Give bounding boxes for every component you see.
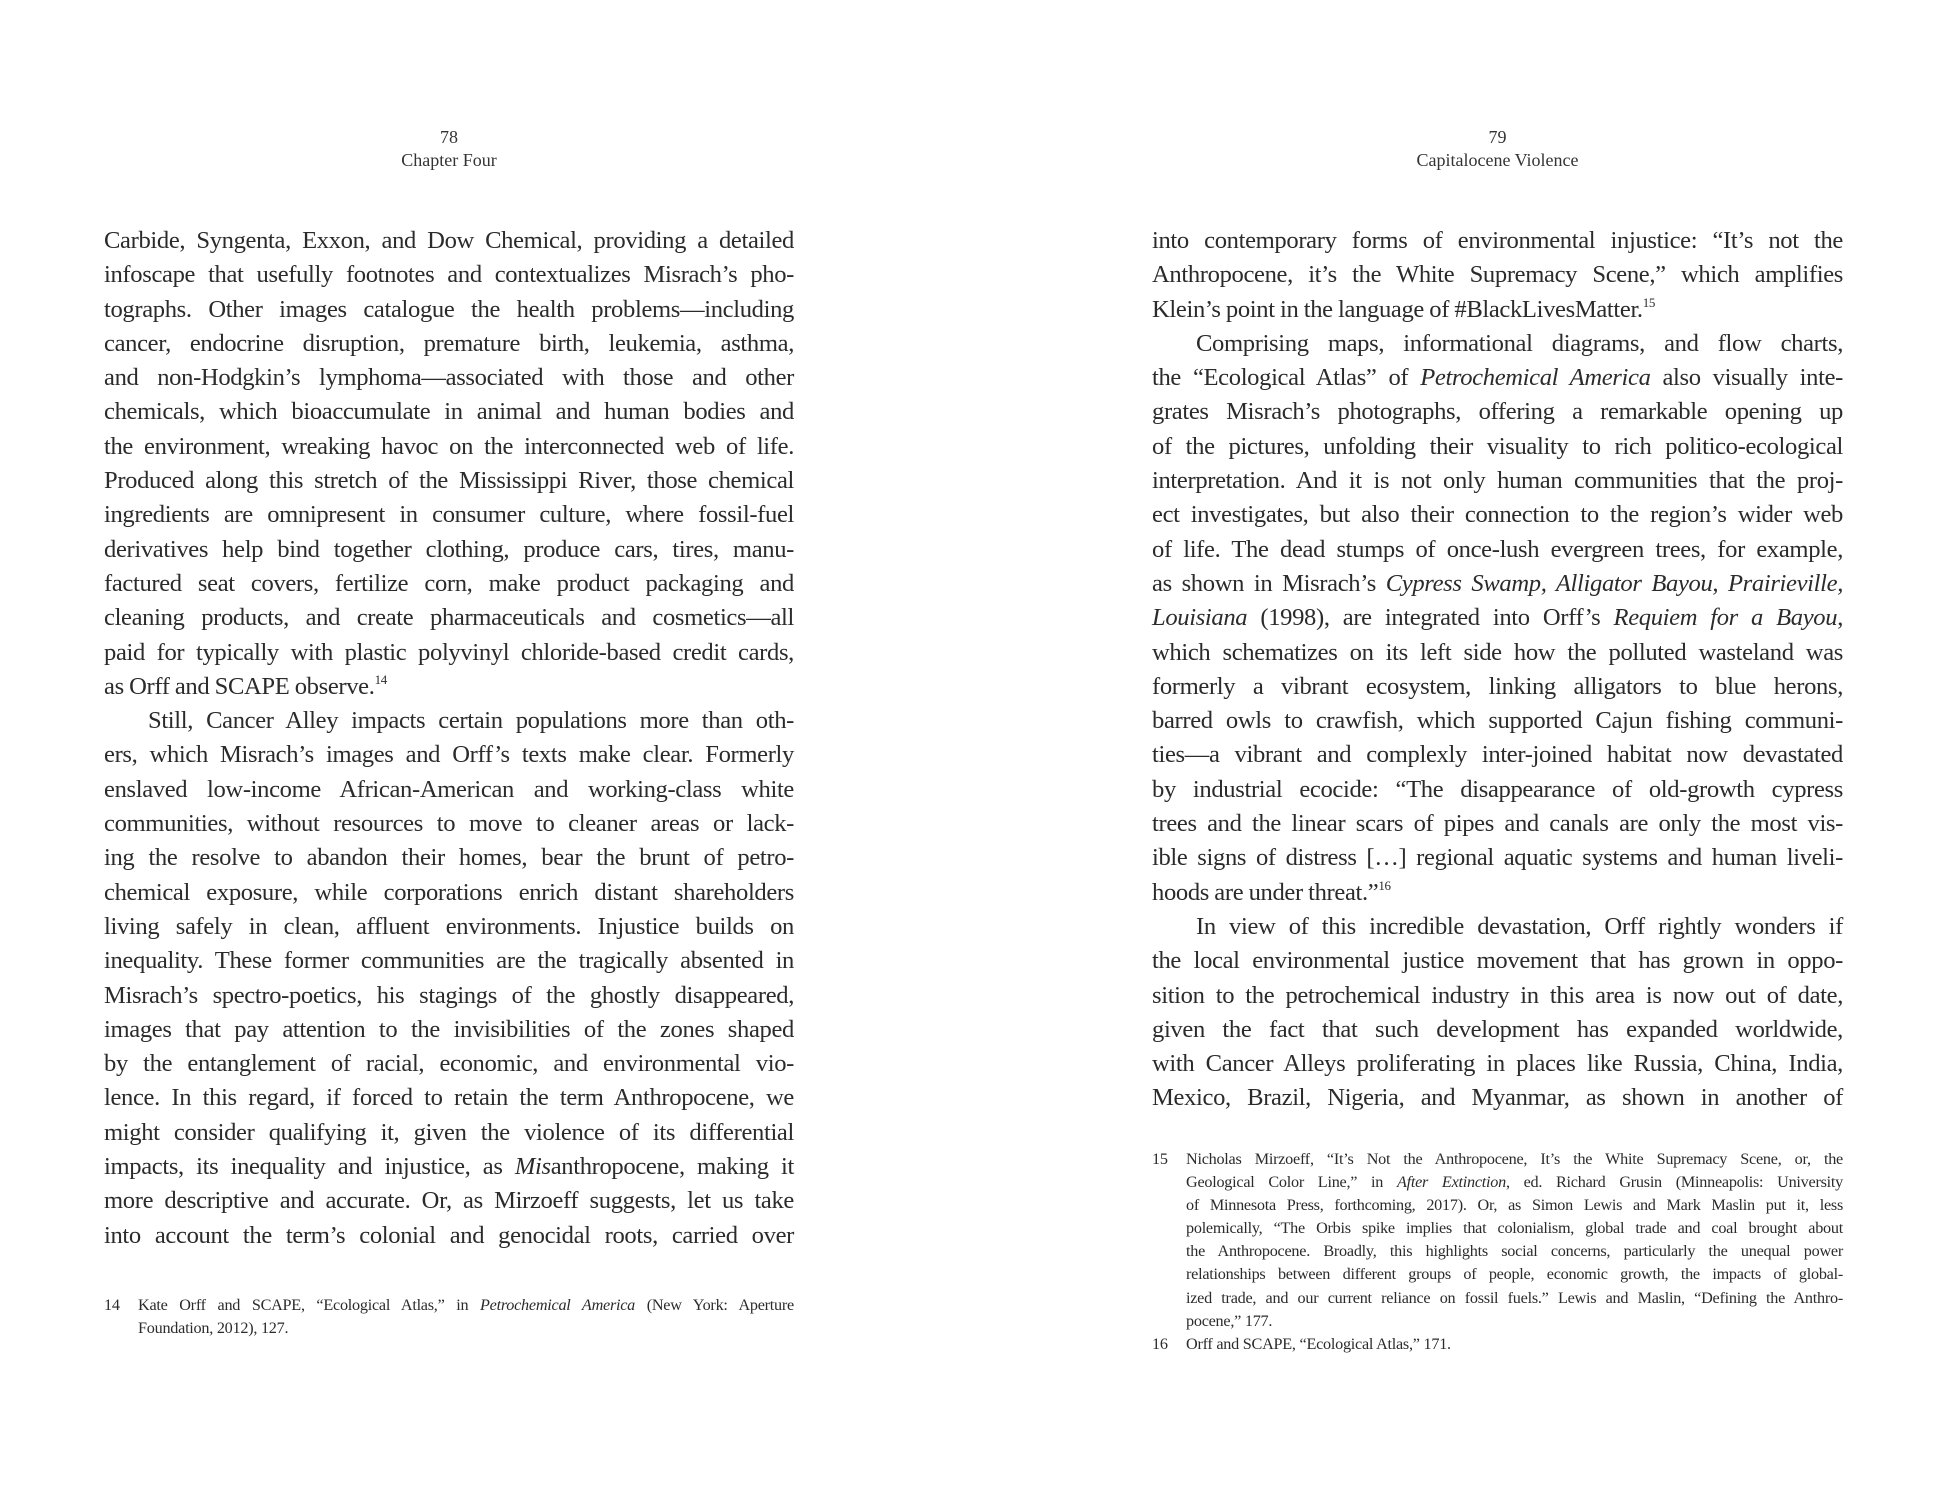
page-number: 78 [440,127,458,147]
text-line: which schematizes on its left side how the polluted wasteland was [1152,638,1843,666]
footnote-line: Geological Color Line,” in After Extinction, ed. Richard Grusin (Minneapolis: University [1186,1173,1843,1192]
footnote-number: 15 [1152,1150,1168,1168]
footnote-number: 16 [1152,1334,1168,1353]
text-line: paid for typically with plastic polyvinyl chloride-based credit cards, [104,638,794,666]
footnote-number: 14 [104,1296,120,1314]
text-line: infoscape that usefully footnotes and contextualizes Misrach’s pho- [104,261,794,289]
text-line: factured seat covers, fertilize corn, make product packaging and [104,569,794,597]
left-body-text [104,224,794,1253]
footnote-line: polemically, “The Orbis spike implies that colonialism, global trade and coal brought about [1186,1219,1843,1238]
text-line: In view of this incredible devastation, Orff rightly wonders if [1196,912,1843,940]
text-line: Produced along this stretch of the Mississippi River, those chemical [104,467,794,495]
text-line: chemicals, which bioaccumulate in animal and human bodies and [104,398,794,426]
footnote-line: relationships between different groups of people, economic growth, the impacts of global- [1186,1265,1843,1284]
text-line: ers, which Misrach’s images and Orff’s texts make clear. Formerly [104,741,794,769]
text-line: hoods are under threat.”$^{16}$ [1152,877,1391,906]
text-line: ing the resolve to abandon their homes, bear the brunt of petro- [104,844,794,872]
italic-title: Louisiana [1152,604,1248,632]
footnote-line: the Anthropocene. Broadly, this highlights social concerns, particularly the unequal power [1186,1242,1843,1261]
text-line: enslaved low-income African-American and working-class white [104,775,794,803]
footnote [104,1294,794,1340]
text-line: impacts, its inequality and injustice, as Misanthropocene, making it [104,1153,794,1181]
text-line: tographs. Other images catalogue the health problems—including [104,295,794,323]
footnote-line: Nicholas Mirzoeff, “It’s Not the Anthropocene, It’s the White Supremacy Scene, or, the [1186,1150,1843,1168]
text-line: Klein’s point in the language of #BlackLivesMatter.$^{15}$ [1152,294,1656,323]
text-line: into account the term’s colonial and genocidal roots, carried over [104,1221,794,1249]
left-footnotes [104,1294,794,1340]
footnote-line: pocene,” 177. [1186,1311,1273,1330]
text-line: Anthropocene, it’s the White Supremacy Scene,” which amplifies [1152,261,1843,289]
footnote-line: Kate Orff and SCAPE, “Ecological Atlas,” in Petrochemical America (New York: Aperture [138,1296,794,1314]
text-line: Comprising maps, informational diagrams, and flow charts, [1196,329,1843,357]
text-line: cleaning products, and create pharmaceuticals and cosmetics—all [104,604,794,632]
right-footnotes [1152,1148,1843,1356]
footnote [1152,1148,1843,1333]
right-running-head [1152,126,1843,172]
text-line: Carbide, Syngenta, Exxon, and Dow Chemical, providing a detailed [104,227,794,254]
text-line: the environment, wreaking havoc on the interconnected web of life. [104,432,794,460]
text-line: Misrach’s spectro-poetics, his stagings of the ghostly disappeared, [104,981,794,1009]
left-running-head [104,126,794,172]
footnote-line: of Minnesota Press, forthcoming, 2017). Or, as Simon Lewis and Mark Maslin put it, less [1186,1196,1843,1215]
text-line: images that pay attention to the invisibilities of the zones shaped [104,1015,794,1043]
text-line: ible signs of distress […] regional aquatic systems and human liveli- [1152,844,1843,872]
text-line: inequality. These former communities are the tragically absented in [104,947,794,975]
text-line: and non-Hodgkin’s lymphoma—associated with those and other [104,364,794,392]
text-line: of life. The dead stumps of once-lush evergreen trees, for example, [1152,535,1843,563]
text-line: interpretation. And it is not only human communities that the proj- [1152,467,1843,495]
text-line: by the entanglement of racial, economic, and environmental vio- [104,1050,794,1078]
italic-title: Requiem for a Bayou [1613,604,1838,632]
italic-term: Mis [514,1153,551,1181]
text-line: sition to the petrochemical industry in this area is now out of date, [1152,981,1843,1009]
text-line: Still, Cancer Alley impacts certain populations more than oth- [148,707,794,735]
text-line: the “Ecological Atlas” of Petrochemical America also visually inte- [1152,364,1844,392]
right-page [1152,0,1843,1500]
footnote [1152,1333,1843,1356]
text-line: by industrial ecocide: “The disappearance of old-growth cypress [1152,775,1843,803]
text-line: Louisiana (1998), are integrated into Orff’s Requiem for a Bayou, [1152,604,1843,632]
text-line: formerly a vibrant ecosystem, linking alligators to blue herons, [1152,672,1843,700]
footnote-ref[interactable]: 14 [374,671,387,687]
text-line: cancer, endocrine disruption, premature birth, leukemia, asthma, [104,329,794,357]
page-number: 79 [1488,127,1507,147]
text-line: more descriptive and accurate. Or, as Mirzoeff suggests, let us take [104,1187,794,1215]
footnote-ref[interactable]: 15 [1642,294,1656,310]
text-line: communities, without resources to move to cleaner areas or lack- [104,810,794,838]
text-line: as Orff and SCAPE observe.$^{14}$ [104,671,387,700]
right-body-text [1152,224,1843,1116]
left-page [104,0,794,1500]
text-line: of the pictures, unfolding their visuality to rich politico-ecological [1152,432,1843,460]
text-line: ect investigates, but also their connection to the region’s wider web [1152,501,1843,529]
text-line: into contemporary forms of environmental injustice: “It’s not the [1152,227,1843,254]
text-line: given the fact that such development has expanded worldwide, [1152,1015,1843,1043]
footnote-ref[interactable]: 16 [1378,877,1391,893]
text-line: grates Misrach’s photographs, offering a remarkable opening up [1152,398,1843,426]
text-line: might consider qualifying it, given the violence of its differential [104,1118,794,1146]
text-line: Mexico, Brazil, Nigeria, and Myanmar, as shown in another of [1152,1084,1843,1112]
footnote-line: Foundation, 2012), 127. [138,1319,289,1338]
text-line: as shown in Misrach’s Cypress Swamp, Alligator Bayou, Prairieville, [1152,569,1843,597]
chapter-title: Capitalocene Violence [1416,150,1579,170]
text-line: living safely in clean, affluent environments. Injustice builds on [104,912,794,940]
text-line: with Cancer Alleys proliferating in places like Russia, China, India, [1152,1050,1843,1078]
italic-title: Cypress Swamp, Alligator Bayou, Prairieville, [1385,569,1843,597]
chapter-title: Chapter Four [401,150,497,170]
text-line: lence. In this regard, if forced to retain the term Anthropocene, we [104,1084,794,1112]
text-line: barred owls to crawfish, which supported Cajun fishing communi- [1152,707,1843,735]
text-line: derivatives help bind together clothing, produce cars, tires, manu- [104,535,794,563]
italic-title: Petrochemical America [1420,364,1651,392]
text-line: ingredients are omnipresent in consumer culture, where fossil-fuel [104,501,794,529]
text-line: trees and the linear scars of pipes and canals are only the most vis- [1152,810,1843,838]
text-line: chemical exposure, while corporations enrich distant shareholders [104,878,794,906]
text-line: the local environmental justice movement that has grown in oppo- [1152,947,1843,975]
text-line: ties—a vibrant and complexly inter-joined habitat now devastated [1152,741,1843,769]
footnote-line: ized trade, and our current reliance on fossil fuels.” Lewis and Maslin, “Defining the Anthro- [1186,1288,1843,1307]
footnote-line: Orff and SCAPE, “Ecological Atlas,” 171. [1186,1334,1451,1353]
